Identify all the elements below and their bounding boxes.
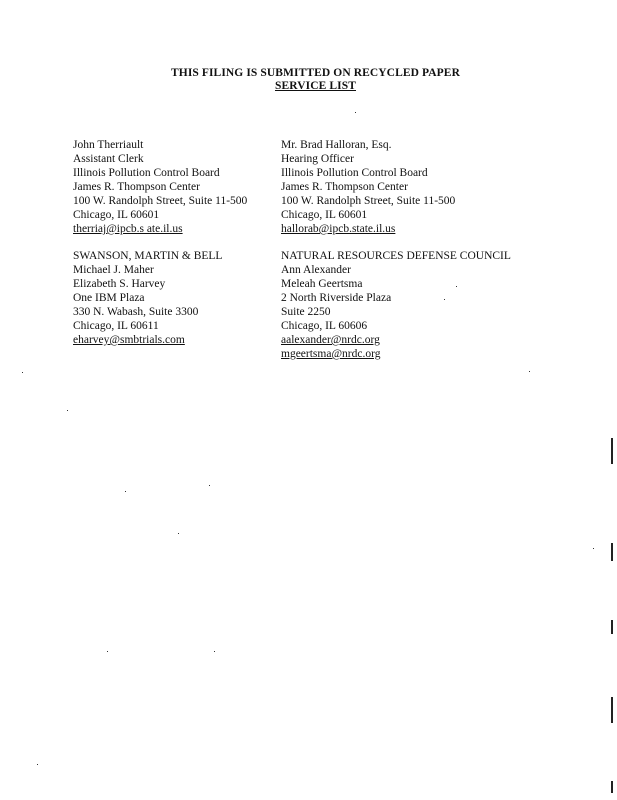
contact-email-link[interactable]: mgeertsma@nrdc.org: [281, 348, 381, 360]
contact-building: James R. Thompson Center: [73, 181, 200, 193]
contact-organization: SWANSON, MARTIN & BELL: [73, 250, 223, 262]
scan-edge-mark: [611, 697, 613, 723]
scan-edge-mark: [611, 620, 613, 634]
contact-block-nrdc: [281, 249, 511, 361]
contact-city: Chicago, IL 60611: [73, 320, 159, 332]
scan-speck: [125, 491, 126, 492]
contact-suite: Suite 2250: [281, 306, 331, 318]
contact-street: 100 W. Randolph Street, Suite 11-500: [73, 195, 248, 207]
scan-edge-mark: [611, 781, 613, 793]
scan-speck: [456, 286, 457, 287]
contact-name: Michael J. Maher: [73, 264, 154, 276]
contact-street: 100 W. Randolph Street, Suite 11-500: [281, 195, 456, 207]
contact-building: One IBM Plaza: [73, 292, 145, 304]
contact-city: Chicago, IL 60601: [73, 209, 160, 221]
scan-speck: [178, 533, 179, 534]
scan-speck: [444, 299, 445, 300]
scan-speck: [529, 371, 530, 372]
scan-speck: [67, 410, 68, 411]
scan-speck: [37, 764, 38, 765]
scan-edge-mark: [611, 438, 613, 464]
contact-name: Ann Alexander: [281, 264, 351, 276]
contact-email-link[interactable]: eharvey@smbtrials.com: [73, 334, 185, 346]
scan-speck: [107, 651, 108, 652]
contact-block-law-firm: [73, 249, 222, 347]
contact-city: Chicago, IL 60601: [281, 209, 368, 221]
contact-organization: NATURAL RESOURCES DEFENSE COUNCIL: [281, 250, 511, 262]
contact-title: Assistant Clerk: [73, 153, 144, 165]
contact-email-link[interactable]: therriaj@ipcb.s ate.il.us: [73, 223, 183, 235]
recycled-paper-notice: THIS FILING IS SUBMITTED ON RECYCLED PAPER: [171, 67, 460, 79]
contact-name: Meleah Geertsma: [281, 278, 363, 290]
contact-name: Elizabeth S. Harvey: [73, 278, 166, 290]
scan-speck: [593, 548, 594, 549]
contact-email-link[interactable]: aalexander@nrdc.org: [281, 334, 380, 346]
contact-title: Hearing Officer: [281, 153, 354, 165]
contact-building: 2 North Riverside Plaza: [281, 292, 392, 304]
contact-organization: Illinois Pollution Control Board: [281, 167, 428, 179]
contact-name: John Therriault: [73, 139, 144, 151]
contact-name: Mr. Brad Halloran, Esq.: [281, 139, 392, 151]
scan-speck: [22, 372, 23, 373]
scan-speck: [209, 485, 210, 486]
contact-organization: Illinois Pollution Control Board: [73, 167, 220, 179]
scan-speck: [355, 112, 356, 113]
contact-block-hearing-officer: [281, 138, 455, 236]
contact-block-clerk: [73, 138, 247, 236]
contact-building: James R. Thompson Center: [281, 181, 408, 193]
contact-city: Chicago, IL 60606: [281, 320, 368, 332]
document-header: [0, 67, 617, 93]
scan-edge-mark: [611, 543, 613, 561]
scan-speck: [214, 651, 215, 652]
service-list-title: SERVICE LIST: [274, 80, 356, 92]
contact-email-link[interactable]: hallorab@ipcb.state.il.us: [281, 223, 396, 235]
contact-street: 330 N. Wabash, Suite 3300: [73, 306, 199, 318]
